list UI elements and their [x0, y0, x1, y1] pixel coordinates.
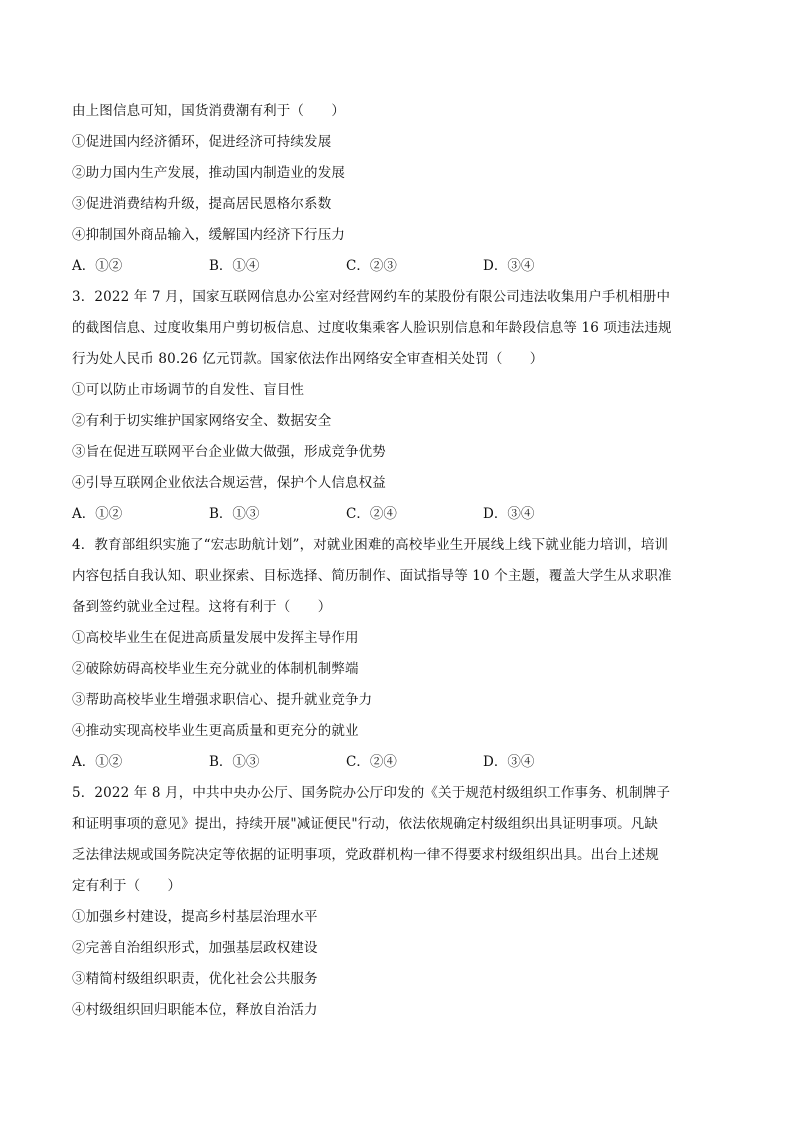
- question-4-stem: [72, 530, 722, 623]
- question-5-stem-line: 和证明事项的意见》提出，持续开展"减证便民"行动，依法依规确定村级组织出具证明事项。凡缺: [72, 816, 659, 832]
- answer-a: A．①②: [72, 506, 123, 522]
- question-2-option-2: ②助力国内生产发展，推动国内制造业的发展: [72, 165, 345, 181]
- answer-a: A．①②: [72, 258, 123, 274]
- question-5-stem-line: 定有利于（ ）: [72, 878, 182, 894]
- question-5-option-3: ③精简村级组织职责，优化社会公共服务: [72, 971, 318, 987]
- question-4-option-3: ③帮助高校毕业生增强求职信心、提升就业竞争力: [72, 692, 373, 708]
- question-3-stem-line: 的截图信息、过度收集用户剪切板信息、过度收集乘客人脸识别信息和年龄段信息等 16 项违法违规: [72, 320, 672, 336]
- question-3-option-2: ②有利于切实维护国家网络安全、数据安全: [72, 413, 332, 429]
- answer-d: D．③④: [483, 258, 535, 274]
- answer-c: C．②④: [346, 754, 397, 770]
- answer-b: B．①③: [209, 754, 260, 770]
- answer-c: C．②③: [346, 258, 397, 274]
- answer-d: D．③④: [483, 754, 535, 770]
- question-3-option-1: ①可以防止市场调节的自发性、盲目性: [72, 382, 305, 398]
- question-3-stem-line: 行为处人民币 80.26 亿元罚款。国家依法作出网络安全审查相关处罚（ ）: [72, 351, 544, 367]
- question-4-stem-line: 备到签约就业全过程。这将有利于（ ）: [72, 599, 332, 615]
- question-2-option-1: ①促进国内经济循环，促进经济可持续发展: [72, 134, 332, 150]
- question-5-stem-line: 5．2022 年 8 月，中共中央办公厅、国务院办公厅印发的《关于规范村级组织工作事务、机制牌子: [72, 785, 671, 801]
- answer-b: B．①④: [209, 258, 260, 274]
- question-2-stem: 由上图信息可知，国货消费潮有利于（ ）: [72, 103, 345, 119]
- answer-b: B．①③: [209, 506, 260, 522]
- question-4-option-1: ①高校毕业生在促进高质量发展中发挥主导作用: [72, 630, 359, 646]
- question-4-option-4: ④推动实现高校毕业生更高质量和更充分的就业: [72, 723, 359, 739]
- question-5-stem-line: 乏法律法规或国务院决定等依据的证明事项，党政群机构一律不得要求村级组织出具。出台上述规: [72, 847, 659, 863]
- question-5-option-2: ②完善自治组织形式，加强基层政权建设: [72, 940, 318, 956]
- question-3-stem-line: 3．2022 年 7 月，国家互联网信息办公室对经营网约车的某股份有限公司违法收集用户手机相册中: [72, 289, 671, 305]
- question-4-stem-line: 内容包括自我认知、职业探索、目标选择、简历制作、面试指导等 10 个主题，覆盖大学生从求职准: [72, 568, 672, 584]
- question-2-option-3: ③促进消费结构升级，提高居民恩格尔系数: [72, 196, 332, 212]
- question-3-stem: [72, 282, 722, 375]
- question-5-option-4: ④村级组织回归职能本位，释放自治活力: [72, 1002, 318, 1018]
- question-3-option-3: ③旨在促进互联网平台企业做大做强，形成竞争优势: [72, 444, 386, 460]
- answer-d: D．③④: [483, 506, 535, 522]
- question-3-answers: [72, 499, 722, 530]
- question-2-answers: [72, 251, 722, 282]
- question-5-option-1: ①加强乡村建设，提高乡村基层治理水平: [72, 909, 318, 925]
- question-4-answers: [72, 747, 722, 778]
- question-4-option-2: ②破除妨碍高校毕业生充分就业的体制机制弊端: [72, 661, 359, 677]
- answer-a: A．①②: [72, 754, 123, 770]
- question-2-option-4: ④抑制国外商品输入，缓解国内经济下行压力: [72, 227, 345, 243]
- exam-page: [72, 96, 722, 1026]
- question-3-option-4: ④引导互联网企业依法合规运营，保护个人信息权益: [72, 475, 386, 491]
- answer-c: C．②④: [346, 506, 397, 522]
- question-5-stem: [72, 778, 722, 902]
- question-4-stem-line: 4．教育部组织实施了“宏志助航计划”，对就业困难的高校毕业生开展线上线下就业能力培训，培训: [72, 537, 669, 553]
